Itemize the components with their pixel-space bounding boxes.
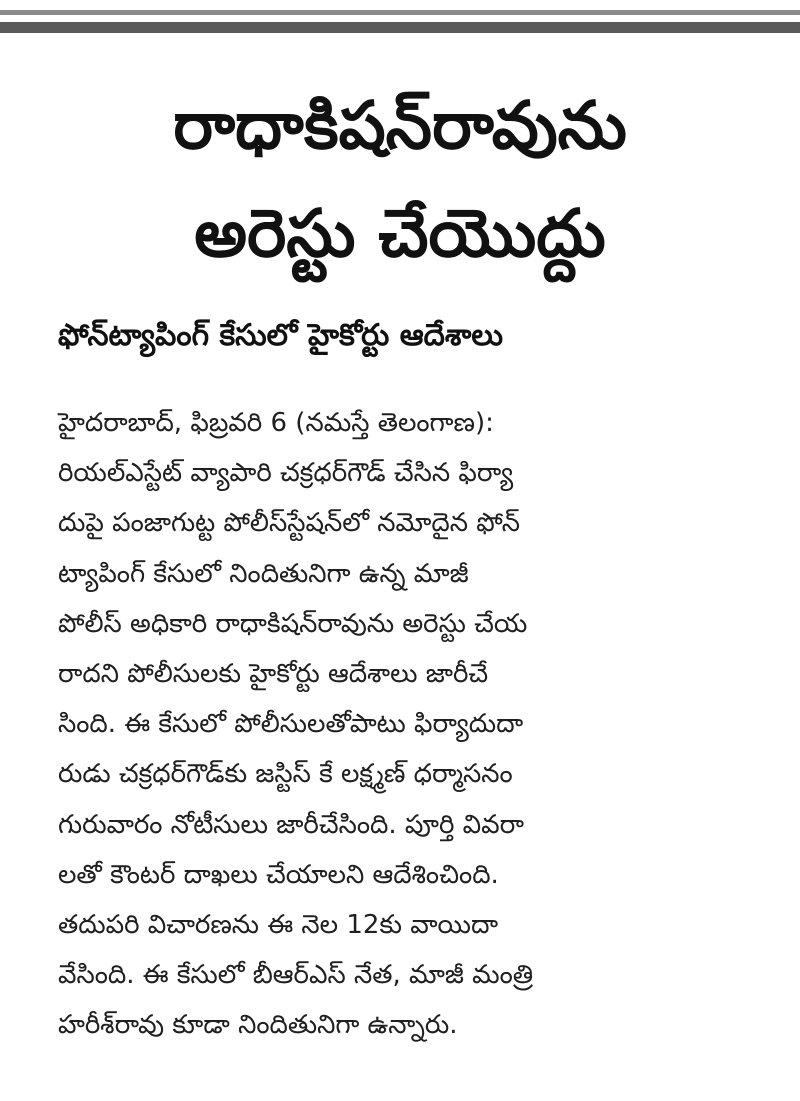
article-headline — [0, 72, 800, 288]
body-line: లతో కౌంటర్‌ దాఖలు చేయాలని ఆదేశించింది. — [58, 859, 499, 890]
body-line: హరీశ్‌రావు కూడా నిందితునిగా ఉన్నారు. — [58, 1010, 458, 1041]
body-line: తదుపరి విచారణను ఈ నెల 12కు వాయిదా — [58, 909, 499, 940]
article-body — [58, 398, 748, 1050]
body-line: గురువారం నోటీసులు జారీచేసింది. పూర్తి వివరా — [58, 809, 524, 840]
header-rule-thin — [0, 10, 800, 15]
body-line: రియల్‌ఎస్టేట్‌ వ్యాపారి చక్రధర్‌గౌడ్‌ చేసిన ఫిర్యా — [58, 458, 514, 489]
body-line: పోలీస్‌ అధికారి రాధాకిషన్‌రావును అరెస్టు చేయ — [58, 608, 528, 639]
body-line: ట్యాపింగ్‌ కేసులో నిందితునిగా ఉన్న మాజీ — [58, 558, 469, 589]
body-line: రుడు చక్రధర్‌గౌడ్‌కు జస్టిస్‌ కే లక్ష్మణ్‌ ధర్మాసనం — [58, 759, 513, 790]
body-line: దుపై పంజాగుట్ట పోలీస్‌స్టేషన్‌లో నమోదైన ఫోన్‌ — [58, 508, 521, 539]
article-subheadline: ఫోన్‌ట్యాపింగ్‌ కేసులో హైకోర్టు ఆదేశాలు — [58, 318, 503, 353]
body-line: రాదని పోలీసులకు హైకోర్టు ఆదేశాలు జారీచే — [58, 658, 489, 689]
body-line: హైదరాబాద్‌, ఫిబ్రవరి 6 (నమస్తే తెలంగాణ): — [58, 408, 494, 438]
header-rule-thick — [0, 22, 800, 33]
headline-line-2: అరెస్టు చేయొద్దు — [194, 195, 606, 272]
body-line: సింది. ఈ కేసులో పోలీసులతోపాటు ఫిర్యాదుదా — [58, 709, 524, 740]
header-rule — [0, 0, 800, 38]
headline-line-1: రాధాకిషన్‌రావును — [173, 87, 627, 164]
body-line: వేసింది. ఈ కేసులో బీఆర్‌ఎస్‌ నేత, మాజీ మంత్రి — [58, 960, 534, 991]
